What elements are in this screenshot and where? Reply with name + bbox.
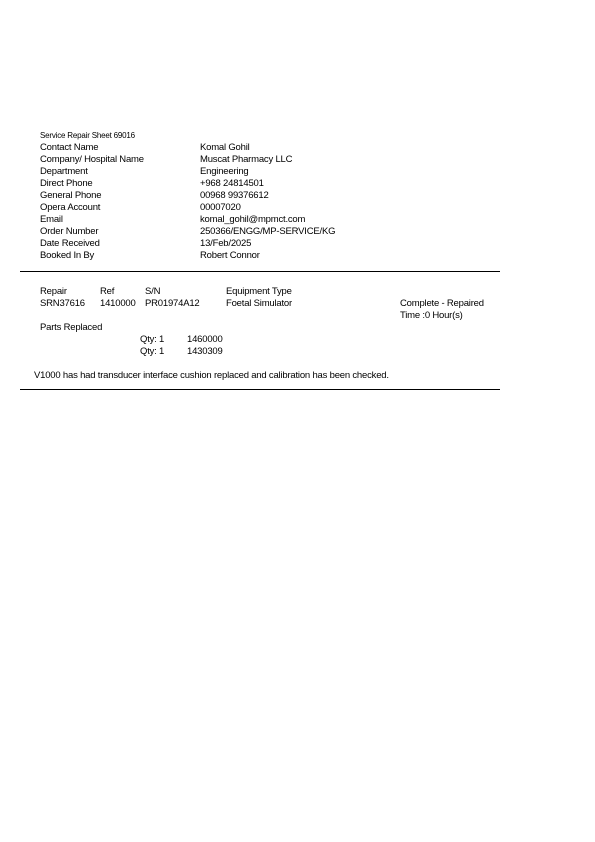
part-qty: Qty: 1 [140, 334, 165, 345]
repair-number: SRN37616 [40, 298, 85, 309]
header-sn: S/N [145, 286, 161, 297]
repair-notes: V1000 has had transducer interface cushion replaced and calibration has been checked. [34, 370, 389, 381]
header-repair: Repair [40, 286, 67, 297]
ref-number: 1410000 [100, 298, 136, 309]
part-number: 1430309 [187, 346, 223, 357]
contact-label: Contact Name [40, 142, 99, 153]
contact-value: 00007020 [200, 202, 241, 213]
contact-value: 250366/ENGG/MP-SERVICE/KG [200, 226, 336, 237]
contact-value: +968 24814501 [200, 178, 264, 189]
repair-status: Complete - Repaired [400, 298, 484, 309]
contact-label: Opera Account [40, 202, 101, 213]
divider [20, 389, 500, 390]
header-ref: Ref [100, 286, 115, 297]
contact-label: Booked In By [40, 250, 95, 261]
contact-value: 00968 99376612 [200, 190, 269, 201]
contact-label: Direct Phone [40, 178, 93, 189]
serial-number: PR01974A12 [145, 298, 200, 309]
contact-label: Date Received [40, 238, 100, 249]
contact-value: Muscat Pharmacy LLC [200, 154, 293, 165]
contact-value: Komal Gohil [200, 142, 250, 153]
repair-time: Time :0 Hour(s) [400, 310, 463, 321]
contact-label: General Phone [40, 190, 102, 201]
contact-label: Order Number [40, 226, 99, 237]
divider [20, 271, 500, 272]
contact-value: 13/Feb/2025 [200, 238, 252, 249]
part-number: 1460000 [187, 334, 223, 345]
contact-value: komal_gohil@mpmct.com [200, 214, 306, 225]
contact-label: Company/ Hospital Name [40, 154, 144, 165]
part-qty: Qty: 1 [140, 346, 165, 357]
sheet-title: Service Repair Sheet 69016 [40, 131, 135, 140]
parts-heading: Parts Replaced [40, 322, 103, 333]
equipment-type: Foetal Simulator [226, 298, 292, 309]
contact-label: Email [40, 214, 63, 225]
contact-value: Robert Connor [200, 250, 260, 261]
contact-value: Engineering [200, 166, 249, 177]
contact-label: Department [40, 166, 88, 177]
header-equipment-type: Equipment Type [226, 286, 292, 297]
